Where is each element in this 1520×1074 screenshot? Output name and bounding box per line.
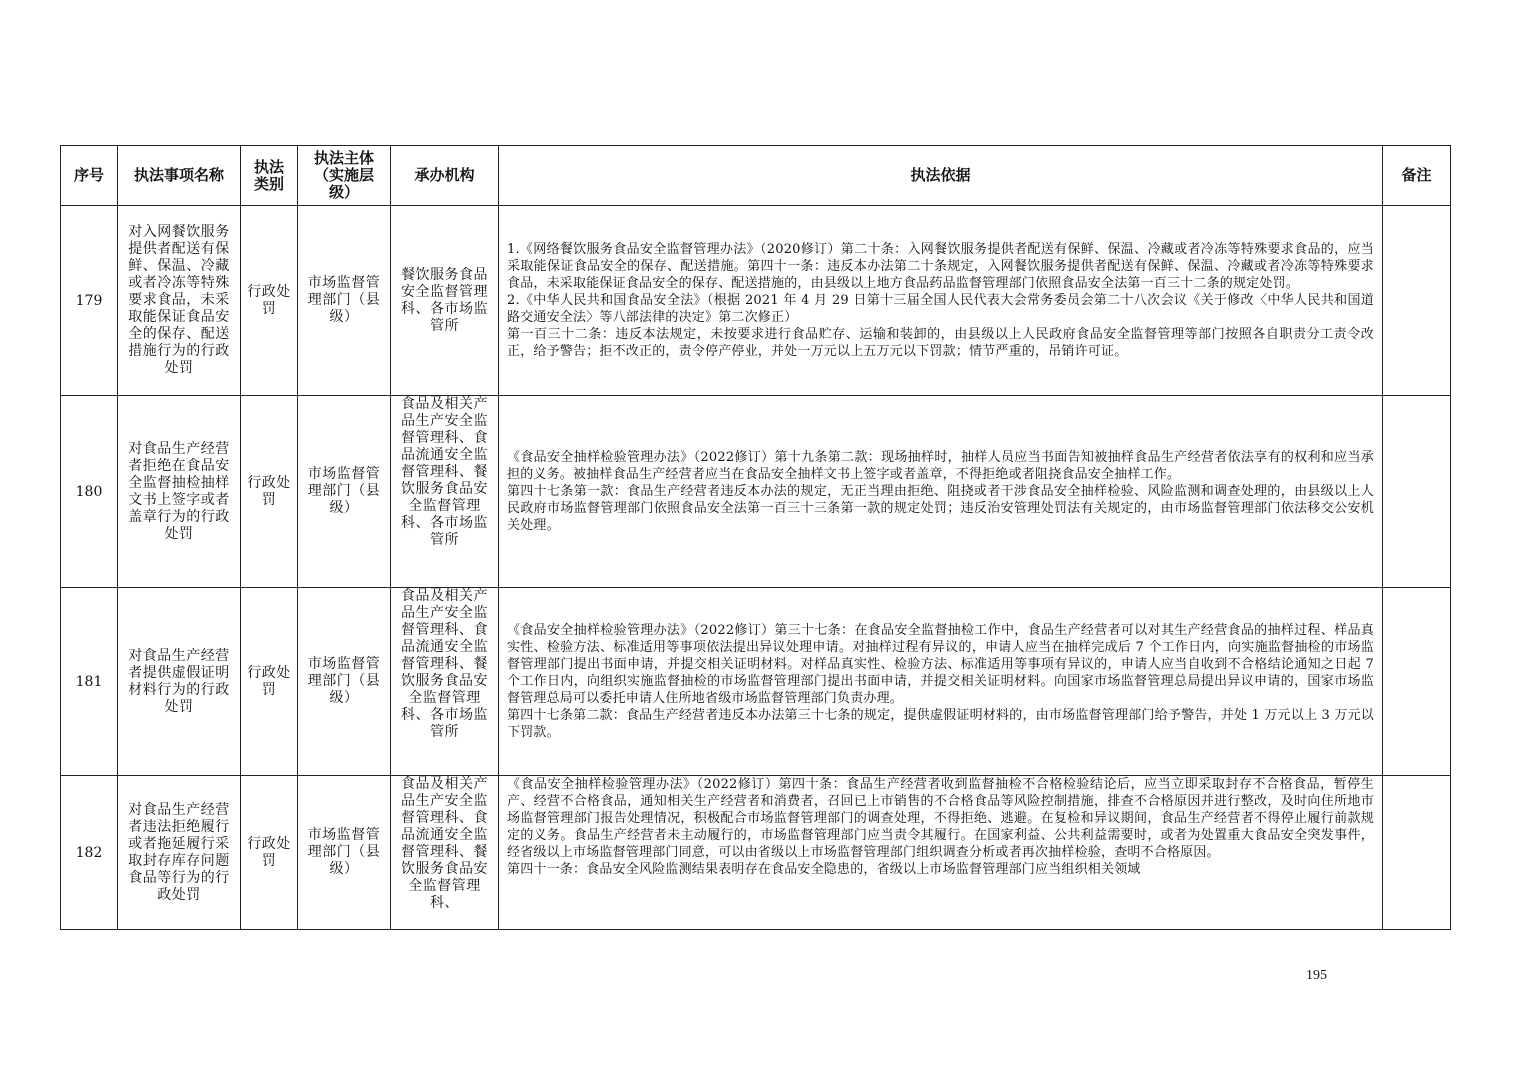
header-organ: 承办机构: [391, 146, 499, 206]
basis-paragraph: 2.《中华人民共和国食品安全法》（根据 2021 年 4 月 29 日第十三届全国人民代表大会常务委员会第二十八次会议《关于修改〈中华人民共和国道路交通安全法〉等八部法律的决定》第二次修正）: [507, 293, 1374, 325]
row-subject: 市场监督管理部门（县级）: [298, 588, 391, 776]
basis-paragraph: 《食品安全抽样检验管理办法》（2022修订）第三十七条：在食品安全监督抽检工作中，食品生产经营者可以对其生产经营食品的抽样过程、样品真实性、检验方法、标准适用等事项依法提出异议处理申请。对抽样过程有异议的，申请人应当在抽样完成后 7 个工作日内，向实施监督抽检的市场监督管理部门提出书面申请，并提交相关证明材料。对样品真实性、检验方法、标准适用等事项有异议的，申请人应当自收到不合格结论通知之日起 7 个工作日内，向组织实施监督抽检的市场监督管理部门提出书面申请，并提交相关证明材料。向国家市场监督管理总局提出异议申请的，国家市场监督管理总局可以委托申请人住所地省级市场监督管理部门负责办理。: [507, 623, 1374, 706]
table-row: [61, 396, 1451, 588]
page-number: 195: [1306, 968, 1327, 983]
row-basis: [499, 206, 1383, 396]
table-header-row: [61, 146, 1451, 206]
row-item-name: 对食品生产经营者违法拒绝履行或者拖延履行采取封存库存问题食品等行为的行政处罚: [118, 776, 241, 930]
law-enforcement-table: [60, 145, 1451, 930]
row-seq: 182: [61, 776, 118, 930]
row-subject: 市场监督管理部门（县级）: [298, 206, 391, 396]
table-row: [61, 776, 1451, 930]
row-seq: 181: [61, 588, 118, 776]
row-category: 行政处罚: [241, 776, 298, 930]
header-name: 执法事项名称: [118, 146, 241, 206]
row-basis: [499, 588, 1383, 776]
row-basis: [499, 396, 1383, 588]
row-subject: 市场监督管理部门（县级）: [298, 776, 391, 930]
header-subject: 执法主体（实施层级）: [298, 146, 391, 206]
row-seq: 180: [61, 396, 118, 588]
row-organ: 食品及相关产品生产安全监督管理科、食品流通安全监督管理科、餐饮服务食品安全监督管理科、各市场监管所: [391, 588, 499, 776]
header-remark: 备注: [1383, 146, 1451, 206]
row-category: 行政处罚: [241, 206, 298, 396]
basis-paragraph: 《食品安全抽样检验管理办法》（2022修订）第四十条：食品生产经营者收到监督抽检不合格检验结论后，应当立即采取封存不合格食品，暂停生产、经营不合格食品，通知相关生产经营者和消费者，召回已上市销售的不合格食品等风险控制措施，排查不合格原因并进行整改，及时向住所地市场监督管理部门报告处理情况，积极配合市场监督管理部门的调查处理，不得拒绝、逃避。在复检和异议期间，食品生产经营者不得停止履行前款规定的义务。食品生产经营者未主动履行的，市场监督管理部门应当责令其履行。在国家利益、公共利益需要时，或者为处置重大食品安全突发事件，经省级以上市场监督管理部门同意，可以由省级以上市场监督管理部门组织调查分析或者再次抽样检验，查明不合格原因。: [507, 777, 1374, 860]
row-category: 行政处罚: [241, 396, 298, 588]
basis-paragraph: 《食品安全抽样检验管理办法》（2022修订）第十九条第二款：现场抽样时，抽样人员应当书面告知被抽样食品生产经营者依法享有的权利和应当承担的义务。被抽样食品生产经营者应当在食品安全抽样文书上签字或者盖章，不得拒绝或者阻挠食品安全抽样工作。: [507, 450, 1374, 482]
row-subject: 市场监督管理部门（县级）: [298, 396, 391, 588]
header-category: 执法类别: [241, 146, 298, 206]
header-basis: 执法依据: [499, 146, 1383, 206]
row-remark: [1383, 206, 1451, 396]
row-item-name: 对食品生产经营者拒绝在食品安全监督抽检抽样文书上签字或者盖章行为的行政处罚: [118, 396, 241, 588]
header-seq: 序号: [61, 146, 118, 206]
row-organ: 食品及相关产品生产安全监督管理科、食品流通安全监督管理科、餐饮服务食品安全监督管理科、各市场监管所: [391, 396, 499, 588]
table-row: [61, 206, 1451, 396]
basis-paragraph: 第四十七条第二款：食品生产经营者违反本办法第三十七条的规定，提供虚假证明材料的，由市场监督管理部门给予警告，并处 1 万元以上 3 万元以下罚款。: [507, 708, 1374, 740]
basis-paragraph: 第四十七条第一款：食品生产经营者违反本办法的规定，无正当理由拒绝、阻挠或者干涉食品安全抽样检验、风险监测和调查处理的，由县级以上人民政府市场监督管理部门依照食品安全法第一百三十三条第一款的规定处罚；违反治安管理处罚法有关规定的，由市场监督管理部门依法移交公安机关处理。: [507, 484, 1374, 533]
basis-paragraph: 第一百三十二条：违反本法规定，未按要求进行食品贮存、运输和装卸的，由县级以上人民政府食品安全监督管理等部门按照各自职责分工责令改正，给予警告；拒不改正的，责令停产停业，并处一万元以上五万元以下罚款；情节严重的，吊销许可证。: [507, 327, 1374, 359]
row-seq: 179: [61, 206, 118, 396]
basis-paragraph: 第四十一条：食品安全风险监测结果表明存在食品安全隐患的，省级以上市场监督管理部门应当组织相关领域: [507, 862, 1141, 877]
row-organ: 餐饮服务食品安全监督管理科、各市场监管所: [391, 206, 499, 396]
row-item-name: 对入网餐饮服务提供者配送有保鲜、保温、冷藏或者冷冻等特殊要求食品，未采取能保证食品安全的保存、配送措施行为的行政处罚: [118, 206, 241, 396]
row-remark: [1383, 776, 1451, 930]
row-organ: 食品及相关产品生产安全监督管理科、食品流通安全监督管理科、餐饮服务食品安全监督管理科、: [391, 776, 499, 930]
row-item-name: 对食品生产经营者提供虚假证明材料行为的行政处罚: [118, 588, 241, 776]
row-remark: [1383, 396, 1451, 588]
basis-paragraph: 1.《网络餐饮服务食品安全监督管理办法》（2020修订）第二十条：入网餐饮服务提供者配送有保鲜、保温、冷藏或者冷冻等特殊要求食品的，应当采取能保证食品安全的保存、配送措施。第四十一条：违反本办法第二十条规定，入网餐饮服务提供者配送有保鲜、保温、冷藏或者冷冻等特殊要求食品，未采取能保证食品安全的保存、配送措施的，由县级以上地方食品药品监督管理部门依照食品安全法第一百三十二条的规定处罚。: [507, 242, 1374, 291]
table-row: [61, 588, 1451, 776]
row-remark: [1383, 588, 1451, 776]
row-category: 行政处罚: [241, 588, 298, 776]
row-basis: [499, 776, 1383, 930]
